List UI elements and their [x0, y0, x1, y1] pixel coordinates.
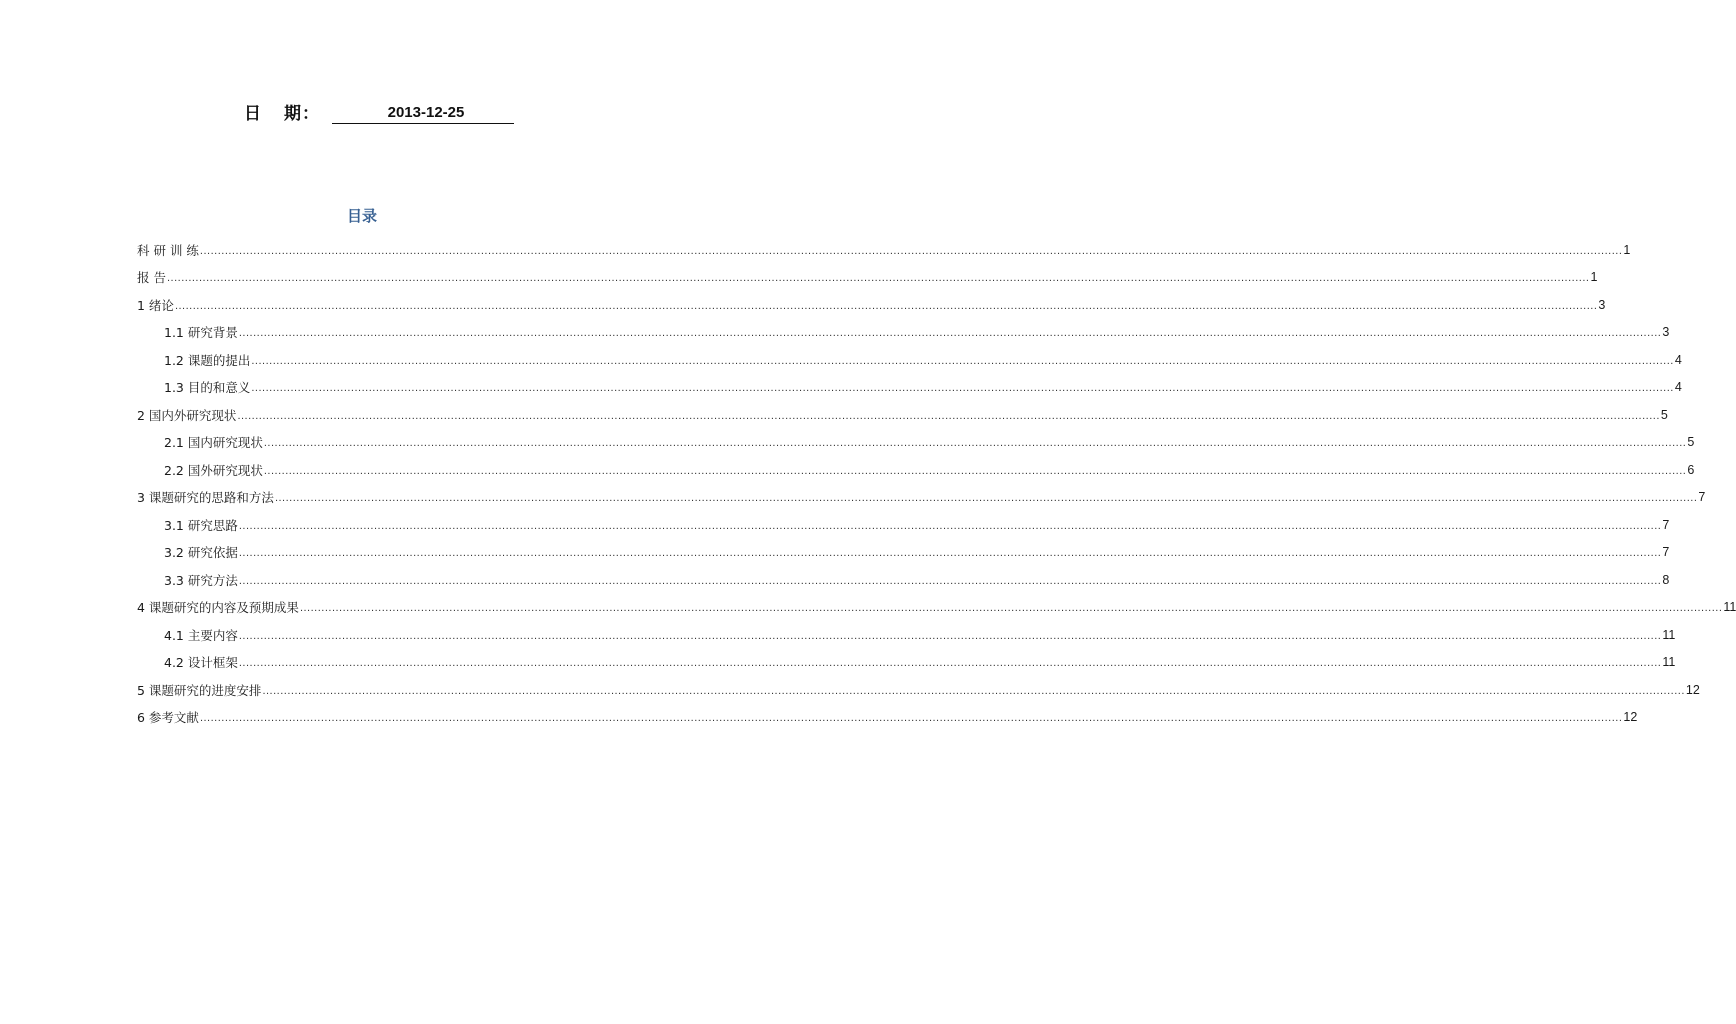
toc-page-number: 7 — [1698, 490, 1706, 505]
toc-entry[interactable] — [137, 401, 1668, 429]
toc-page-number: 6 — [1687, 462, 1695, 477]
toc-dot-leader: ................................................................................................................................................................................................................................................................................................................................................................................................................ — [251, 354, 1674, 367]
toc-dot-leader: ................................................................................................................................................................................................................................................................................................................................................................................................................ — [262, 684, 1685, 697]
toc-entry-label: 3.3 研究方法 — [164, 572, 238, 588]
table-of-contents — [137, 236, 1736, 731]
toc-entry-label: 4.2 设计框架 — [164, 655, 238, 671]
toc-heading: 目录 — [346, 207, 377, 225]
toc-dot-leader: ................................................................................................................................................................................................................................................................................................................................................................................................................ — [199, 712, 1623, 725]
toc-entry[interactable] — [137, 374, 1682, 402]
toc-dot-leader: ................................................................................................................................................................................................................................................................................................................................................................................................................ — [263, 437, 1687, 450]
toc-page-number: 5 — [1660, 407, 1668, 422]
date-label-part2: 期： — [284, 104, 320, 124]
toc-entry[interactable] — [137, 264, 1598, 292]
toc-entry-label: 2.1 国内研究现状 — [164, 435, 263, 451]
date-label — [244, 99, 320, 124]
toc-entry-label: 4 课题研究的内容及预期成果 — [137, 600, 299, 616]
date-value-underline — [332, 102, 514, 124]
toc-entry-label: 3.1 研究思路 — [164, 517, 238, 533]
date-label-part1: 日 — [244, 104, 262, 124]
toc-entry-label: 1.3 目的和意义 — [164, 380, 251, 396]
toc-page-number: 11 — [1723, 600, 1736, 615]
toc-page-number: 12 — [1623, 710, 1638, 725]
toc-page-number: 1 — [1623, 242, 1631, 257]
toc-entry-label: 5 课题研究的进度安排 — [137, 682, 262, 698]
toc-entry[interactable] — [137, 291, 1606, 319]
toc-entry[interactable] — [137, 594, 1736, 622]
toc-page-number: 4 — [1674, 352, 1682, 367]
toc-page-number: 7 — [1662, 545, 1670, 560]
toc-entry[interactable] — [137, 704, 1638, 732]
toc-dot-leader: ................................................................................................................................................................................................................................................................................................................................................................................................................ — [238, 629, 1662, 642]
toc-dot-leader: ................................................................................................................................................................................................................................................................................................................................................................................................................ — [274, 492, 1698, 505]
toc-page-number: 5 — [1687, 435, 1695, 450]
toc-dot-leader: ................................................................................................................................................................................................................................................................................................................................................................................................................ — [237, 409, 1660, 422]
toc-dot-leader: ................................................................................................................................................................................................................................................................................................................................................................................................................ — [166, 272, 1590, 285]
toc-page-number: 11 — [1662, 655, 1676, 670]
toc-dot-leader: ................................................................................................................................................................................................................................................................................................................................................................................................................ — [238, 519, 1662, 532]
toc-entry-label: 科 研 训 练 — [137, 242, 199, 258]
date-value: 2013-12-25 — [387, 104, 465, 121]
toc-entry[interactable] — [137, 484, 1706, 512]
toc-entry[interactable] — [137, 649, 1676, 677]
toc-page-number: 11 — [1662, 627, 1676, 642]
toc-entry-label: 3.2 研究依据 — [164, 545, 238, 561]
toc-dot-leader: ................................................................................................................................................................................................................................................................................................................................................................................................................ — [238, 547, 1662, 560]
toc-entry[interactable] — [137, 236, 1631, 264]
toc-dot-leader: ................................................................................................................................................................................................................................................................................................................................................................................................................ — [238, 327, 1662, 340]
toc-page-number: 1 — [1590, 270, 1598, 285]
toc-entry[interactable] — [137, 676, 1700, 704]
toc-entry-label: 4.1 主要内容 — [164, 627, 238, 643]
toc-dot-leader: ................................................................................................................................................................................................................................................................................................................................................................................................................ — [238, 574, 1662, 587]
toc-entry[interactable] — [137, 346, 1682, 374]
toc-dot-leader: ................................................................................................................................................................................................................................................................................................................................................................................................................ — [174, 299, 1598, 312]
toc-entry-label: 1.2 课题的提出 — [164, 352, 251, 368]
toc-entry[interactable] — [137, 566, 1670, 594]
toc-page-number: 3 — [1598, 297, 1606, 312]
toc-entry-label: 2 国内外研究现状 — [137, 407, 237, 423]
toc-dot-leader: ................................................................................................................................................................................................................................................................................................................................................................................................................ — [238, 657, 1662, 670]
toc-dot-leader: ................................................................................................................................................................................................................................................................................................................................................................................................................ — [199, 244, 1623, 257]
toc-entry[interactable] — [137, 511, 1670, 539]
toc-page-number: 3 — [1662, 325, 1670, 340]
toc-entry-label: 3 课题研究的思路和方法 — [137, 490, 274, 506]
toc-entry[interactable] — [137, 539, 1670, 567]
toc-dot-leader: ................................................................................................................................................................................................................................................................................................................................................................................................................ — [263, 464, 1687, 477]
toc-entry[interactable] — [137, 456, 1695, 484]
toc-entry[interactable] — [137, 429, 1695, 457]
toc-page-number: 8 — [1662, 572, 1670, 587]
toc-entry-label: 2.2 国外研究现状 — [164, 462, 263, 478]
toc-page-number: 4 — [1674, 380, 1682, 395]
toc-entry[interactable] — [137, 319, 1670, 347]
toc-entry-label: 1 绪论 — [137, 297, 174, 313]
toc-page-number: 12 — [1685, 682, 1700, 697]
toc-entry[interactable] — [137, 621, 1676, 649]
toc-dot-leader: ................................................................................................................................................................................................................................................................................................................................................................................................................ — [251, 382, 1674, 395]
toc-page-number: 7 — [1662, 517, 1670, 532]
toc-entry-label: 报 告 — [137, 270, 166, 286]
date-line — [244, 100, 514, 124]
toc-dot-leader: ................................................................................................................................................................................................................................................................................................................................................................................................................ — [299, 602, 1723, 615]
toc-entry-label: 1.1 研究背景 — [164, 325, 238, 341]
toc-entry-label: 6 参考文献 — [137, 710, 199, 726]
